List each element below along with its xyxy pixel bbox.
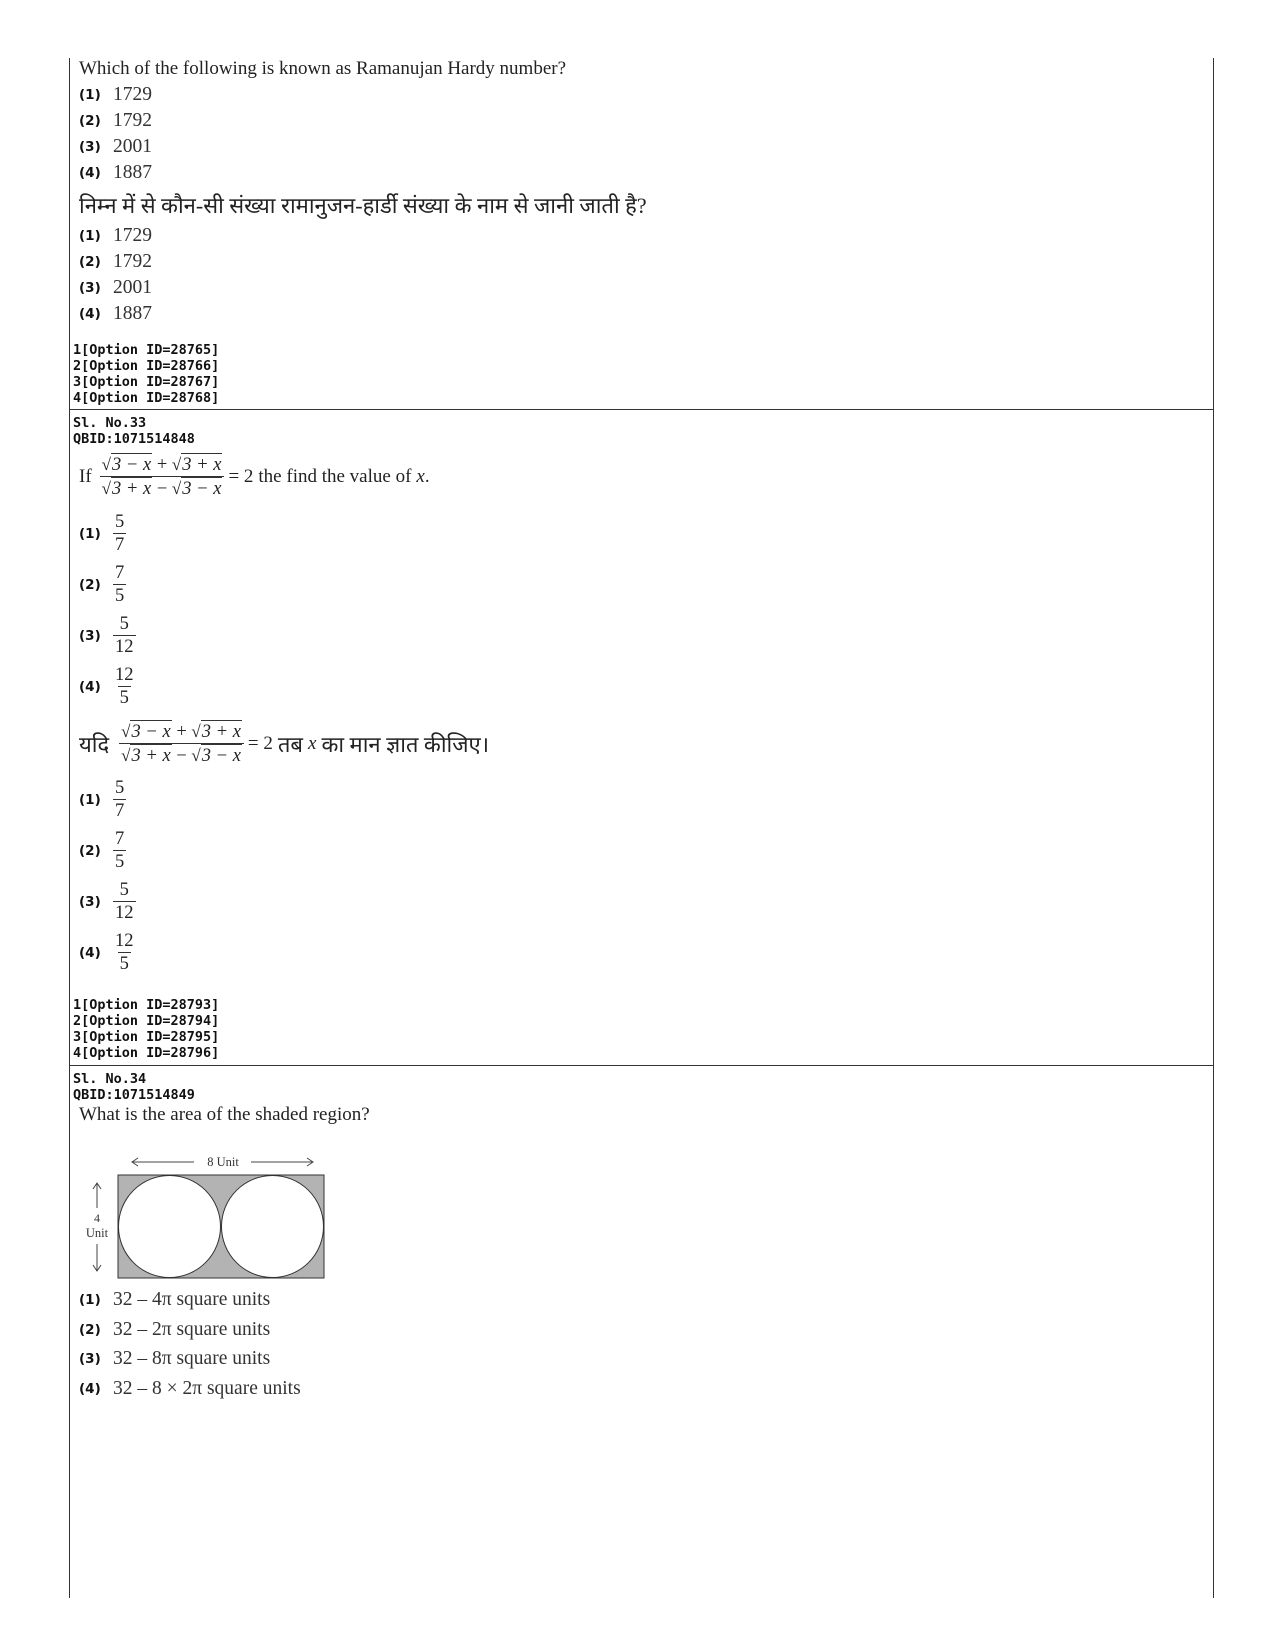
option-2: (2) 32 – 2π square units (79, 1319, 271, 1340)
option-id: 2[Option ID=28766] (73, 358, 220, 374)
question-text-en: What is the area of the shaded region? (79, 1104, 370, 1125)
width-label: 8 Unit (207, 1155, 239, 1169)
equation-fraction: $\frac{√3 - x + √3 + x}{√3 + x - √3 - x}$ (119, 720, 244, 767)
question-32-block (70, 58, 1213, 410)
option-2-hi: (2) 1792 (79, 251, 152, 272)
option-3-hi: (3) $\frac{5}{12}$ (79, 880, 134, 923)
question-header (73, 415, 195, 447)
circle-left (119, 1176, 221, 1278)
option-id: 2[Option ID=28794] (73, 1013, 220, 1029)
option-4: (4) 32 – 8 × 2π square units (79, 1378, 301, 1399)
option-1-hi: (1) 1729 (79, 225, 152, 246)
option-4-hi: (4) 1887 (79, 303, 152, 324)
question-text-en: Which of the following is known as Ramanujan Hardy number? (79, 58, 567, 79)
option-2-en: (2) $\frac{7}{5}$ (79, 563, 125, 606)
question-33-block (70, 411, 1213, 1066)
option-1: (1) 32 – 4π square units (79, 1289, 271, 1310)
height-label-unit: Unit (85, 1226, 109, 1240)
option-2-en: (2) 1792 (79, 110, 152, 131)
option-1-en: (1) 1729 (79, 84, 152, 105)
circle-right (222, 1176, 324, 1278)
question-text-en: If $\frac{√3 - x + √3 + x}{√3 + x - √3 - x}$ = 2 the find the value of x . (79, 455, 430, 499)
equation-fraction: $\frac{√3 - x + √3 + x}{√3 + x - √3 - x}$ (100, 453, 225, 500)
option-id: 3[Option ID=28795] (73, 1029, 220, 1045)
option-4-en: (4) $\frac{12}{5}$ (79, 665, 134, 708)
qbid: QBID:1071514849 (73, 1087, 195, 1103)
height-label-number: 4 (94, 1211, 100, 1225)
qbid: QBID:1071514848 (73, 431, 195, 447)
option-4-en: (4) 1887 (79, 162, 152, 183)
serial-number: Sl. No.33 (73, 415, 147, 431)
option-id-list (73, 997, 219, 1061)
option-id: 1[Option ID=28765] (73, 342, 220, 358)
option-1-en: (1) $\frac{5}{7}$ (79, 512, 125, 555)
option-3: (3) 32 – 8π square units (79, 1348, 271, 1369)
option-id: 4[Option ID=28768] (73, 390, 220, 406)
question-text-hi: निम्न में से कौन-सी संख्या रामानुजन-हार्डी संख्या के नाम से जानी जाती है? (79, 193, 647, 218)
question-34-block (70, 1067, 1213, 1587)
option-3-hi: (3) 2001 (79, 277, 152, 298)
option-4-hi: (4) $\frac{12}{5}$ (79, 931, 134, 974)
page-frame (69, 58, 1214, 1598)
option-id: 3[Option ID=28767] (73, 374, 220, 390)
option-1-hi: (1) $\frac{5}{7}$ (79, 778, 125, 821)
option-2-hi: (2) $\frac{7}{5}$ (79, 829, 125, 872)
serial-number: Sl. No.34 (73, 1071, 147, 1087)
option-3-en: (3) 2001 (79, 136, 152, 157)
option-id-list (73, 342, 219, 406)
question-text-hi: यदि $\frac{√3 - x + √3 + x}{√3 + x - √3 - x}$ = 2 तब x का मान ज्ञात कीजिए। (79, 722, 490, 766)
option-id: 4[Option ID=28796] (73, 1045, 220, 1061)
option-3-en: (3) $\frac{5}{12}$ (79, 614, 134, 657)
option-id: 1[Option ID=28793] (73, 997, 220, 1013)
shaded-region-figure (76, 1145, 336, 1295)
question-header (73, 1071, 195, 1103)
